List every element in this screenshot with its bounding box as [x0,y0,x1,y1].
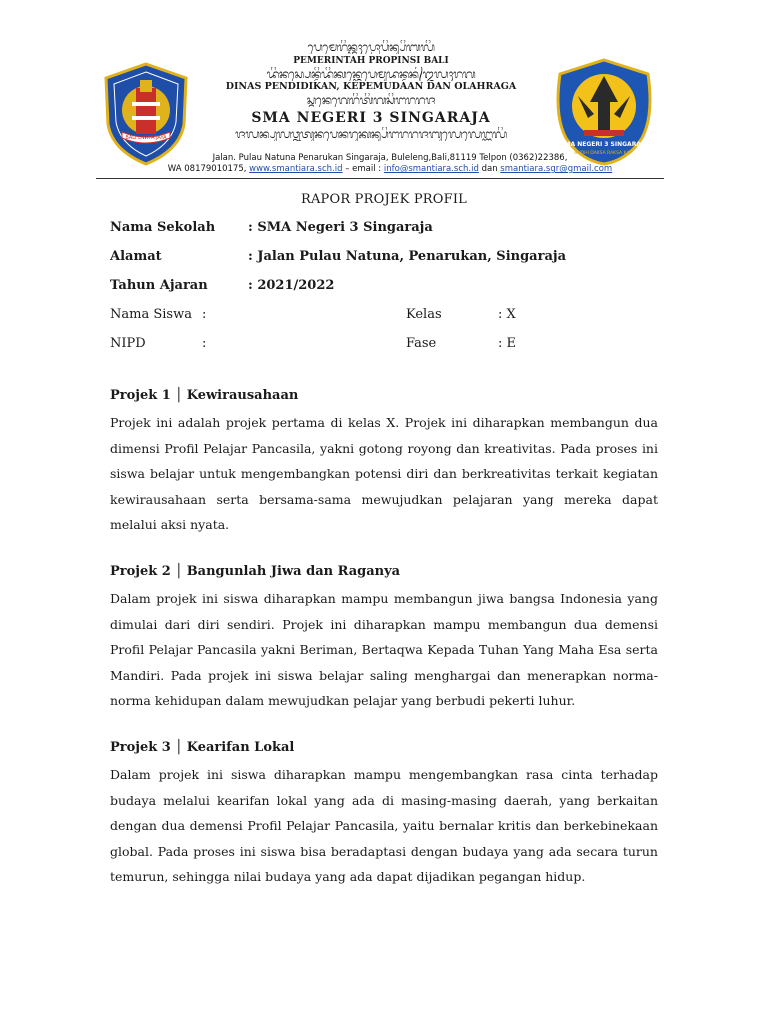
year-label: Tahun Ajaran [110,278,208,293]
project-separator: │ [174,740,183,755]
project-number: Projek 3 [110,740,171,755]
project-heading [110,740,658,762]
right-logo-text: SMA NEGERI 3 SINGARAJA [560,141,648,148]
email-link-2[interactable]: smantiara.sgr@gmail.com [500,164,613,174]
left-logo-text: BALI DWIPA JAYA [125,135,167,141]
info-row-nipd [110,336,670,356]
whatsapp-number: WA 08179010175, [167,164,247,174]
phase-value: : E [498,336,517,351]
project-description: Dalam projek ini siswa diharapkan mampu mengembangkan rasa cinta terhadap budaya melalui kearifan lokal yang ada di masing-masing daerah, yang berkaitan dengan dua demensi Profil Pelajar Pancasila, yaitu bernalar kritis dan berkebinekaan global. Pada proses ini siswa bisa beradaptasi dengan budaya yang ada secara turun temurun, sehingga nilai budaya yang ada dapat dijadikan pegangan hidup. [110,767,658,884]
phase-label: Fase [406,336,437,351]
student-colon: : [202,307,207,322]
project-section [110,740,658,890]
address-line-2 [110,164,670,175]
school-value: : SMA Negeri 3 Singaraja [248,220,433,235]
address-label: Alamat [110,249,162,264]
nipd-colon: : [202,336,207,351]
balinese-script-line: ᬧᬾᬫᬾᬭᬶᬦ᭄ᬢᬄᬧ᭄ᬭᭀᬧᬶᬦ᭄ᬲᬶᬩᬮᬶ [307,40,435,54]
department-name: DINAS PENDIDIKAN, KEPEMUDAAN DAN OLAHRAGA [225,81,517,92]
address-value: : Jalan Pulau Natuna, Penarukan, Singaraja [248,249,566,264]
balinese-script-line: ᬚᬮᬦ᭄ᬧᬸᬮᬯ᭄ᬦᬢᬸᬦᬧᬾᬦᬭᬸᬓᬦ᭄ᬲᬶᬗᬭᬭᬚᬩᬸᬮᬾᬮᬾᬗ᭄ᬩᬮᬶ [235,127,507,141]
email-label: – email : [345,164,382,174]
info-row-year [110,278,670,298]
project-section [110,564,658,714]
nipd-label: NIPD [110,336,146,351]
address-line-1: Jalan. Pulau Natuna Penarukan Singaraja, Buleleng,Bali,81119 Telpon (0362)22386, [212,153,568,163]
balinese-script-line: ᬤᬶᬦᬲ᭄ᬧᬾᬦ᭄ᬤᬶᬤᬶᬓᬦ᭄ᬓᬾᬧᬾᬫᬸᬤᬦ᭄ᬤᬦ᭄ᬑᬮᬄᬭᬕ [266,67,476,81]
project-heading [110,388,658,410]
project-section [110,388,658,538]
project-name: Kearifan Lokal [186,740,295,755]
info-row-student [110,307,670,327]
student-label: Nama Siswa [110,307,192,322]
project-description: Dalam projek ini siswa diharapkan mampu membangun jiwa bangsa Indonesia yang dimulai dari diri sendiri. Projek ini diharapkan mampu membangun dua demensi Profil Pelajar Pancasila yakni Beriman, Bertaqwa Kepada Tuhan Yang Maha Esa serta Mandiri. Pada projek ini siswa belajar saling menghargai dan menerapkan norma-norma kehidupan dalam mewujudkan pelajar yang berbudi pekerti luhur. [110,591,658,708]
government-name: PEMERINTAH PROPINSI BALI [293,56,449,66]
document-title: RAPOR PROJEK PROFIL [300,192,468,207]
project-name: Kewirausahaan [186,388,299,403]
right-logo-motto: BUDHI DAKSA RAKSA KA... [574,151,634,156]
project-heading [110,564,658,586]
school-address [110,153,670,175]
website-link[interactable]: www.smantiara.sch.id [249,164,343,174]
and-text: dan [481,164,498,174]
school-logo [548,56,660,168]
class-label: Kelas [406,307,442,322]
school-label: Nama Sekolah [110,220,216,235]
bali-province-logo [100,62,192,166]
balinese-script-line: ᬲ᭄ᬫᬦᬾᬕᬾᬭᬶᬢᬶᬕᬲᬶᬗᬭᬭᬚ [306,93,436,107]
project-number: Projek 2 [110,564,171,579]
project-description: Projek ini adalah projek pertama di kelas X. Projek ini diharapkan membangun dua dimensi Profil Pelajar Pancasila, yakni gotong royong dan kreativitas. Pada proses ini siswa belajar untuk mengembangkan potensi diri dan berkreativitas terkait kegiatan kewirausahaan serta bersama-sama mewujudkan pelajaran yang mereka dapat melalui aksi nyata. [110,415,658,532]
project-number: Projek 1 [110,388,171,403]
project-separator: │ [174,564,183,579]
project-name: Bangunlah Jiwa dan Raganya [186,564,401,579]
letterhead [96,40,672,180]
email-link[interactable]: info@smantiara.sch.id [383,164,479,174]
letterhead-divider [96,178,664,179]
school-name-heading: SMA NEGERI 3 SINGARAJA [251,110,491,126]
info-row-school [110,220,670,240]
info-row-address [110,249,670,269]
letterhead-text [196,40,546,141]
class-value: : X [498,307,516,322]
project-separator: │ [174,388,183,403]
year-value: : 2021/2022 [248,278,335,293]
